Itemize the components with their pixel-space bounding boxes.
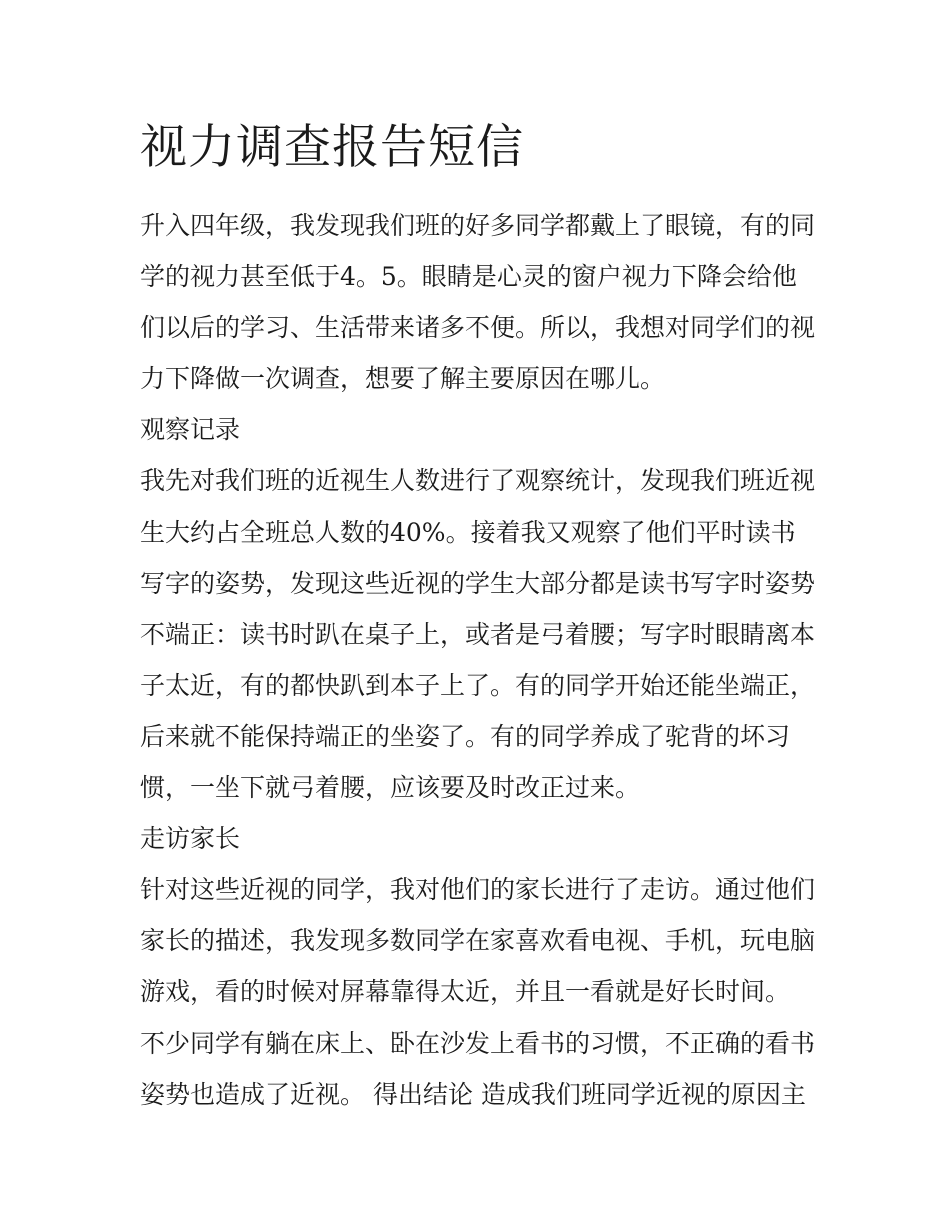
paragraph-line: 力下降做一次调查，想要了解主要原因在哪儿。 [140,364,666,394]
paragraph-line: 生大约占全班总人数的40%。接着我又观察了他们平时读书 [140,517,796,547]
paragraph-line: 针对这些近视的同学，我对他们的家长进行了走访。通过他们 [140,875,816,905]
paragraph-line: 子太近，有的都快趴到本子上了。有的同学开始还能坐端正， [140,670,816,700]
document-body [140,200,820,1120]
paragraph-line: 升入四年级，我发现我们班的好多同学都戴上了眼镜，有的同 [140,211,816,240]
paragraph-line: 家长的描述，我发现多数同学在家喜欢看电视、手机，玩电脑 [140,926,816,956]
paragraph-line: 不端正：读书时趴在桌子上，或者是弓着腰；写字时眼睛离本 [140,619,816,649]
section-heading-parent-visit: 走访家长 [140,824,241,854]
section-heading-observation: 观察记录 [140,415,241,445]
paragraph-line: 游戏，看的时候对屏幕靠得太近，并且一看就是好长时间。 [140,977,791,1007]
paragraph-line: 们以后的学习、生活带来诸多不便。所以，我想对同学们的视 [140,313,816,343]
paragraph-line: 写字的姿势，发现这些近视的学生大部分都是读书写字时姿势 [140,568,816,598]
paragraph-line: 学的视力甚至低于4。5。眼睛是心灵的窗户视力下降会给他 [140,262,797,292]
document-title: 视力调查报告短信 [140,120,524,175]
paragraph-line: 惯，一坐下就弓着腰，应该要及时改正过来。 [140,773,641,803]
paragraph-line: 不少同学有躺在床上、卧在沙发上看书的习惯，不正确的看书 [140,1028,816,1058]
paragraph-line: 姿势也造成了近视。 得出结论 造成我们班同学近视的原因主 [140,1079,806,1109]
paragraph-line: 我先对我们班的近视生人数进行了观察统计，发现我们班近视 [140,466,816,496]
paragraph-line: 后来就不能保持端正的坐姿了。有的同学养成了驼背的坏习 [140,721,791,751]
